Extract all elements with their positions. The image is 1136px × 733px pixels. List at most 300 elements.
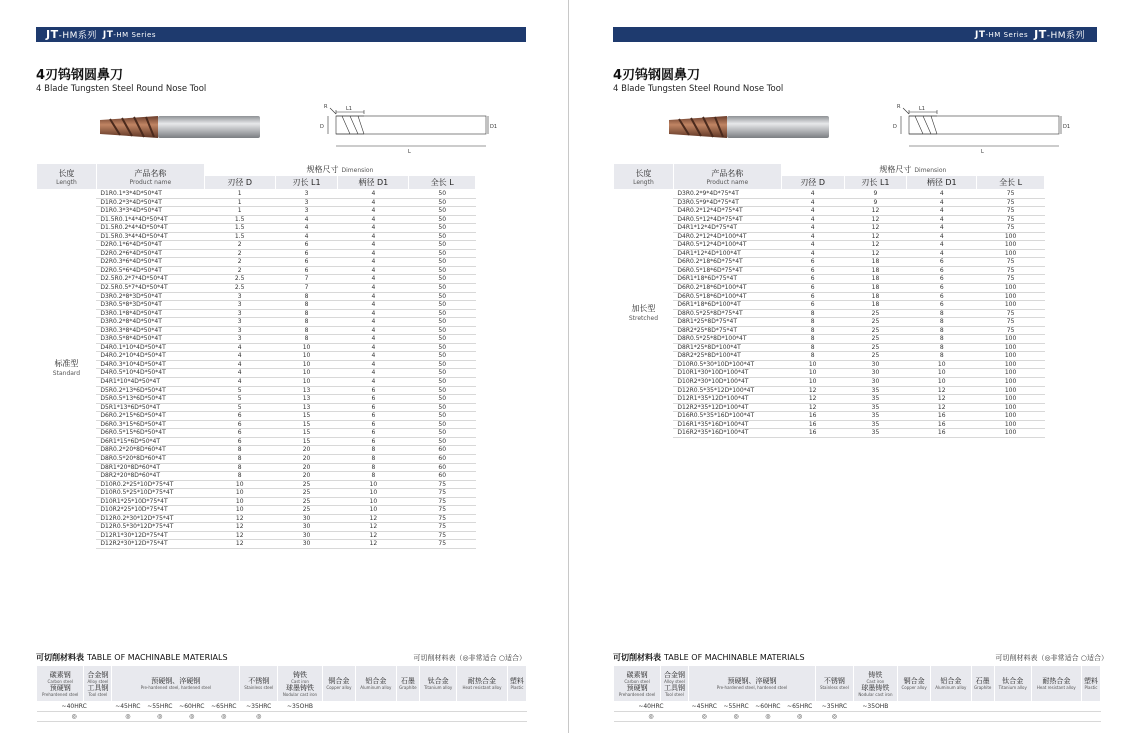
blade-diameter-cell: 2.5	[204, 275, 275, 284]
product-name-cell: D8R0.5*25*8D*75*4T	[673, 309, 781, 318]
table-row	[37, 326, 525, 335]
total-length-cell: 100	[977, 412, 1045, 421]
table-row	[614, 224, 1045, 233]
spacer-cell	[476, 309, 525, 318]
material-header: 塑料 Plastic	[507, 666, 526, 702]
shank-diameter-cell: 4	[338, 275, 409, 284]
material-header: 不锈钢 Stainless steel	[816, 666, 854, 702]
table-row	[614, 309, 1045, 318]
blade-diameter-cell: 8	[781, 335, 844, 344]
product-name-cell: D16R1*35*16D*100*4T	[673, 420, 781, 429]
blade-length-cell: 6	[275, 258, 338, 267]
table-row	[37, 190, 525, 199]
blade-length-cell: 15	[275, 437, 338, 446]
blade-length-cell: 12	[844, 215, 907, 224]
table-row	[37, 343, 525, 352]
material-header: 铝合金 Aluminum alloy	[356, 666, 397, 702]
blade-length-cell: 25	[844, 343, 907, 352]
total-length-cell: 50	[409, 352, 476, 361]
total-length-cell: 50	[409, 258, 476, 267]
materials-title: 可切削材料表 TABLE OF MACHINABLE MATERIALS	[36, 653, 228, 662]
material-header: 铸铁 Cast iron 球墨铸铁 Nodular cast iron	[853, 666, 897, 702]
spacer-cell	[476, 207, 525, 216]
blade-diameter-cell: 1	[204, 190, 275, 199]
table-row	[614, 266, 1045, 275]
blade-length-cell: 10	[275, 360, 338, 369]
shank-diameter-cell: 4	[907, 232, 977, 241]
dimension-header: 规格尺寸 Dimension	[781, 164, 1044, 176]
shank-diameter-cell: 6	[907, 292, 977, 301]
product-name-cell: D12R1*35*12D*100*4T	[673, 395, 781, 404]
product-name-cell: D1R0.2*3*4D*50*4T	[96, 198, 204, 207]
blade-length-cell: 15	[275, 412, 338, 421]
total-length-cell: 50	[409, 378, 476, 387]
suitability-mark: ◎	[720, 712, 752, 722]
blade-diameter-header: 刃径 D	[204, 176, 275, 190]
spacer-cell	[476, 472, 525, 481]
blade-diameter-cell: 6	[204, 412, 275, 421]
shank-diameter-cell: 6	[907, 275, 977, 284]
blade-length-cell: 3	[275, 207, 338, 216]
shank-diameter-cell: 4	[338, 343, 409, 352]
spacer-cell	[476, 224, 525, 233]
blade-length-cell: 8	[275, 318, 338, 327]
shank-diameter-cell: 4	[907, 190, 977, 199]
blade-length-cell: 8	[275, 292, 338, 301]
blade-length-cell: 18	[844, 275, 907, 284]
spacer-cell	[476, 454, 525, 463]
blade-diameter-cell: 3	[204, 301, 275, 310]
table-row	[37, 215, 525, 224]
table-row	[614, 292, 1045, 301]
suitability-mark: ◎	[240, 712, 278, 722]
product-name-cell: D3R0.3*8*4D*50*4T	[96, 326, 204, 335]
product-name-cell: D4R1*12*4D*100*4T	[673, 249, 781, 258]
spacer-cell	[476, 352, 525, 361]
material-header: 耐热合金 Heat resistant alloy	[457, 666, 508, 702]
materials-table	[36, 665, 527, 722]
blade-length-cell: 35	[844, 386, 907, 395]
product-name-cell: D8R0.5*20*8D*60*4T	[96, 454, 204, 463]
product-name-cell: D4R0.2*12*4D*75*4T	[673, 207, 781, 216]
total-length-cell: 50	[409, 386, 476, 395]
blade-diameter-cell: 3	[204, 335, 275, 344]
hardness-cell	[994, 702, 1031, 712]
shank-diameter-cell: 12	[338, 523, 409, 532]
total-length-cell: 75	[977, 266, 1045, 275]
blade-diameter-cell: 6	[204, 420, 275, 429]
hardness-cell	[457, 702, 508, 712]
spacer-cell	[476, 190, 525, 199]
table-row	[37, 403, 525, 412]
blade-length-cell: 8	[275, 335, 338, 344]
series-en-label: JT-HM Series	[102, 29, 156, 40]
product-name-cell: D8R1*25*8D*75*4T	[673, 318, 781, 327]
series-en-label: JT-HM Series	[975, 29, 1029, 40]
spacer-cell	[476, 378, 525, 387]
total-length-cell: 50	[409, 241, 476, 250]
drawing-d-label: D	[893, 124, 897, 130]
table-row	[614, 403, 1045, 412]
blade-length-cell: 30	[275, 514, 338, 523]
shank-diameter-cell: 4	[907, 249, 977, 258]
blade-length-cell: 6	[275, 249, 338, 258]
spacer-cell	[476, 292, 525, 301]
total-length-cell: 50	[409, 335, 476, 344]
shank-diameter-cell: 4	[338, 326, 409, 335]
total-length-cell: 60	[409, 472, 476, 481]
total-length-cell: 50	[409, 249, 476, 258]
table-row	[37, 301, 525, 310]
shank-diameter-cell: 6	[338, 386, 409, 395]
blade-length-cell: 4	[275, 215, 338, 224]
blade-length-cell: 25	[275, 506, 338, 515]
table-row	[614, 207, 1045, 216]
suitability-mark	[457, 712, 508, 722]
material-header: 合金钢 Alloy steel 工具钢 Tool steel	[84, 666, 112, 702]
blade-length-cell: 6	[275, 241, 338, 250]
spacer-cell	[476, 497, 525, 506]
page-title: 4刃钨钢圆鼻刀	[36, 68, 124, 83]
blade-diameter-cell: 12	[781, 403, 844, 412]
blade-diameter-cell: 6	[204, 437, 275, 446]
blade-length-cell: 18	[844, 266, 907, 275]
blade-diameter-cell: 10	[204, 489, 275, 498]
series-cn-label: -HM系列	[1046, 31, 1085, 41]
hardness-cell: ~60HRC	[752, 702, 784, 712]
product-name-cell: D10R0.5*30*10D*100*4T	[673, 360, 781, 369]
material-header: 铸铁 Cast iron 球墨铸铁 Nodular cast iron	[278, 666, 323, 702]
total-length-cell: 50	[409, 403, 476, 412]
shank-diameter-cell: 8	[338, 472, 409, 481]
materials-table	[613, 665, 1101, 722]
shank-diameter-cell: 6	[338, 437, 409, 446]
blade-diameter-cell: 4	[204, 352, 275, 361]
blade-diameter-cell: 10	[204, 480, 275, 489]
blade-diameter-cell: 4	[204, 369, 275, 378]
drawing-d1-label: D1	[1063, 124, 1071, 130]
product-header: 产品名称 Product name	[96, 164, 204, 190]
blade-length-cell: 35	[844, 395, 907, 404]
table-row	[37, 497, 525, 506]
page-subtitle: 4 Blade Tungsten Steel Round Nose Tool	[613, 84, 784, 94]
blade-diameter-cell: 3	[204, 292, 275, 301]
table-row	[614, 395, 1045, 404]
product-name-cell: D10R2*30*10D*100*4T	[673, 378, 781, 387]
table-row	[37, 454, 525, 463]
blade-diameter-cell: 1	[204, 207, 275, 216]
suitability-mark	[420, 712, 457, 722]
blade-length-cell: 13	[275, 395, 338, 404]
total-length-cell: 50	[409, 266, 476, 275]
hardness-cell: ~35OHB	[853, 702, 897, 712]
table-row	[37, 437, 525, 446]
product-name-cell: D2R0.3*6*4D*50*4T	[96, 258, 204, 267]
table-row	[37, 309, 525, 318]
total-length-cell: 50	[409, 369, 476, 378]
blade-diameter-cell: 4	[781, 215, 844, 224]
shank-diameter-cell: 16	[907, 429, 977, 438]
suitability-row	[37, 712, 527, 722]
product-name-cell: D10R1*25*10D*75*4T	[96, 497, 204, 506]
hardness-cell: ~65HRC	[784, 702, 816, 712]
total-length-cell: 100	[977, 301, 1045, 310]
hardness-row	[37, 702, 527, 712]
shank-diameter-cell: 10	[907, 369, 977, 378]
blade-length-cell: 25	[844, 318, 907, 327]
product-name-cell: D5R0.2*13*6D*50*4T	[96, 386, 204, 395]
table-row	[37, 198, 525, 207]
blade-diameter-cell: 8	[781, 326, 844, 335]
product-name-cell: D6R0.3*15*6D*50*4T	[96, 420, 204, 429]
total-length-cell: 100	[977, 386, 1045, 395]
blade-length-cell: 10	[275, 352, 338, 361]
table-row	[37, 318, 525, 327]
spacer-cell	[476, 266, 525, 275]
materials-legend: 可切削材料表（◎非常适合 ○适合）	[413, 654, 526, 662]
blade-length-cell: 18	[844, 284, 907, 293]
product-name-cell: D3R0.2*9*4D*75*4T	[673, 190, 781, 199]
blade-diameter-cell: 10	[204, 506, 275, 515]
suitability-mark	[396, 712, 419, 722]
blade-length-cell: 25	[275, 489, 338, 498]
total-length-cell: 100	[977, 360, 1045, 369]
shank-diameter-cell: 4	[907, 224, 977, 233]
material-header: 碳素钢 Carbon steel 预硬钢 Prehardened steel	[37, 666, 84, 702]
suitability-row	[614, 712, 1101, 722]
suitability-mark: ◎	[208, 712, 240, 722]
spacer-cell	[476, 326, 525, 335]
material-header: 不锈钢 Stainless steel	[240, 666, 278, 702]
material-header: 钛合金 Titanium alloy	[994, 666, 1031, 702]
total-length-cell: 100	[977, 241, 1045, 250]
total-length-cell: 75	[409, 540, 476, 549]
blade-diameter-cell: 16	[781, 412, 844, 421]
blade-length-cell: 35	[844, 412, 907, 421]
shank-diameter-cell: 4	[338, 232, 409, 241]
hardness-cell	[356, 702, 397, 712]
total-length-cell: 100	[977, 284, 1045, 293]
product-name-cell: D3R0.5*8*4D*50*4T	[96, 335, 204, 344]
shank-diameter-cell: 4	[338, 266, 409, 275]
blade-length-cell: 25	[844, 309, 907, 318]
blade-diameter-cell: 8	[781, 343, 844, 352]
shank-diameter-cell: 4	[338, 378, 409, 387]
total-length-cell: 50	[409, 429, 476, 438]
shank-diameter-header: 柄径 D1	[907, 176, 977, 190]
total-length-cell: 100	[977, 369, 1045, 378]
materials-title: 可切削材料表 TABLE OF MACHINABLE MATERIALS	[613, 653, 805, 662]
shank-diameter-cell: 4	[338, 284, 409, 293]
table-row	[37, 266, 525, 275]
product-name-cell: D6R0.5*18*6D*75*4T	[673, 266, 781, 275]
blade-diameter-cell: 3	[204, 309, 275, 318]
blade-length-cell: 10	[275, 378, 338, 387]
blade-length-cell: 25	[844, 335, 907, 344]
blade-length-header: 刃长 L1	[844, 176, 907, 190]
dimension-header: 规格尺寸 Dimension	[204, 164, 475, 176]
shank-diameter-cell: 12	[338, 531, 409, 540]
blade-diameter-cell: 8	[781, 309, 844, 318]
product-name-cell: D6R1*15*6D*50*4T	[96, 437, 204, 446]
spacer-cell	[476, 446, 525, 455]
total-length-cell: 100	[977, 395, 1045, 404]
hardness-cell	[898, 702, 931, 712]
blade-diameter-cell: 4	[781, 232, 844, 241]
series-banner	[613, 27, 1097, 42]
spacer-cell	[476, 420, 525, 429]
total-length-cell: 75	[409, 523, 476, 532]
table-row	[37, 352, 525, 361]
total-length-cell: 50	[409, 326, 476, 335]
tool-photo-icon	[665, 114, 831, 140]
total-length-cell: 50	[409, 198, 476, 207]
total-length-cell: 50	[409, 232, 476, 241]
product-name-cell: D12R0.5*30*12D*75*4T	[96, 523, 204, 532]
product-name-cell: D1R0.3*3*4D*50*4T	[96, 207, 204, 216]
shank-diameter-header: 柄径 D1	[338, 176, 409, 190]
product-name-cell: D4R0.5*12*4D*75*4T	[673, 215, 781, 224]
table-row	[37, 540, 525, 549]
tool-drawing-icon	[316, 102, 496, 154]
blade-diameter-cell: 1	[204, 198, 275, 207]
table-row	[614, 215, 1045, 224]
blade-length-cell: 35	[844, 420, 907, 429]
shank-diameter-cell: 4	[338, 301, 409, 310]
suitability-mark	[853, 712, 897, 722]
table-row	[37, 335, 525, 344]
shank-diameter-cell: 8	[907, 352, 977, 361]
brand-label: JT	[1034, 28, 1047, 41]
blade-diameter-cell: 12	[781, 395, 844, 404]
total-length-cell: 75	[409, 514, 476, 523]
total-length-cell: 75	[409, 489, 476, 498]
spacer-cell	[476, 215, 525, 224]
shank-diameter-cell: 4	[338, 369, 409, 378]
materials-header-row	[614, 666, 1101, 702]
table-row	[37, 207, 525, 216]
blade-length-cell: 4	[275, 224, 338, 233]
spacer-header	[476, 164, 525, 190]
suitability-mark: ◎	[784, 712, 816, 722]
product-name-cell: D10R0.5*25*10D*75*4T	[96, 489, 204, 498]
product-name-cell: D3R0.5*9*4D*75*4T	[673, 198, 781, 207]
product-name-cell: D6R0.2*15*6D*50*4T	[96, 412, 204, 421]
blade-length-cell: 20	[275, 472, 338, 481]
product-name-cell: D1.5R0.1*4*4D*50*4T	[96, 215, 204, 224]
shank-diameter-cell: 12	[338, 540, 409, 549]
blade-length-cell: 4	[275, 232, 338, 241]
shank-diameter-cell: 16	[907, 420, 977, 429]
table-row	[614, 258, 1045, 267]
product-name-cell: D3R0.1*8*4D*50*4T	[96, 309, 204, 318]
product-name-cell: D5R0.5*13*6D*50*4T	[96, 395, 204, 404]
blade-diameter-cell: 10	[781, 369, 844, 378]
shank-diameter-cell: 4	[338, 258, 409, 267]
spacer-cell	[476, 540, 525, 549]
table-row	[37, 224, 525, 233]
product-name-cell: D6R1*18*6D*100*4T	[673, 301, 781, 310]
shank-diameter-cell: 12	[907, 395, 977, 404]
product-name-cell: D8R2*20*8D*60*4T	[96, 472, 204, 481]
total-length-cell: 50	[409, 292, 476, 301]
shank-diameter-cell: 4	[338, 318, 409, 327]
blade-length-cell: 8	[275, 301, 338, 310]
hardness-cell	[420, 702, 457, 712]
spacer-cell	[476, 369, 525, 378]
total-length-cell: 100	[977, 403, 1045, 412]
material-header: 铜合金 Copper alloy	[898, 666, 931, 702]
suitability-mark	[931, 712, 971, 722]
table-row	[614, 378, 1045, 387]
product-name-cell: D2R0.1*6*4D*50*4T	[96, 241, 204, 250]
total-length-cell: 50	[409, 207, 476, 216]
shank-diameter-cell: 6	[907, 266, 977, 275]
blade-length-cell: 12	[844, 224, 907, 233]
blade-diameter-cell: 6	[781, 266, 844, 275]
shank-diameter-cell: 12	[338, 514, 409, 523]
spacer-cell	[476, 395, 525, 404]
suitability-mark: ◎	[37, 712, 112, 722]
length-header: 长度 Length	[614, 164, 674, 190]
spacer-cell	[476, 258, 525, 267]
hardness-cell	[1082, 702, 1101, 712]
material-header: 石墨 Graphite	[971, 666, 994, 702]
blade-length-cell: 12	[844, 232, 907, 241]
product-name-cell: D12R0.5*35*12D*100*4T	[673, 386, 781, 395]
total-length-cell: 50	[409, 343, 476, 352]
blade-diameter-cell: 6	[204, 429, 275, 438]
blade-length-cell: 20	[275, 446, 338, 455]
total-length-cell: 75	[977, 224, 1045, 233]
shank-diameter-cell: 4	[338, 190, 409, 199]
total-length-cell: 60	[409, 454, 476, 463]
product-name-cell: D6R0.2*18*6D*100*4T	[673, 284, 781, 293]
product-name-cell: D2.5R0.5*7*4D*50*4T	[96, 284, 204, 293]
total-length-cell: 50	[409, 412, 476, 421]
shank-diameter-cell: 6	[338, 420, 409, 429]
shank-diameter-cell: 6	[907, 258, 977, 267]
total-length-cell: 50	[409, 190, 476, 199]
spec-table	[613, 163, 1045, 438]
blade-diameter-cell: 5	[204, 395, 275, 404]
product-name-cell: D4R1*12*4D*75*4T	[673, 224, 781, 233]
total-length-cell: 75	[409, 480, 476, 489]
hardness-cell	[507, 702, 526, 712]
table-row	[614, 241, 1045, 250]
blade-length-cell: 12	[844, 241, 907, 250]
blade-diameter-cell: 4	[204, 378, 275, 387]
product-name-cell: D4R0.5*10*4D*50*4T	[96, 369, 204, 378]
blade-diameter-cell: 2.5	[204, 284, 275, 293]
material-header: 预硬钢、淬硬钢 Pre-hardened steel, hardened steel	[688, 666, 815, 702]
shank-diameter-cell: 6	[338, 412, 409, 421]
length-type-cell: 加长型 Stretched	[628, 303, 659, 322]
blade-diameter-cell: 1.5	[204, 215, 275, 224]
total-length-cell: 100	[977, 352, 1045, 361]
hardness-cell: ~65HRC	[208, 702, 240, 712]
total-length-cell: 50	[409, 395, 476, 404]
shank-diameter-cell: 4	[907, 241, 977, 250]
product-name-cell: D1R0.1*3*4D*50*4T	[96, 190, 204, 199]
product-name-cell: D4R0.2*12*4D*100*4T	[673, 232, 781, 241]
spacer-cell	[476, 429, 525, 438]
suitability-mark: ◎	[112, 712, 144, 722]
table-row	[37, 292, 525, 301]
material-header: 合金钢 Alloy steel 工具钢 Tool steel	[661, 666, 689, 702]
shank-diameter-cell: 4	[338, 207, 409, 216]
shank-diameter-cell: 12	[907, 403, 977, 412]
